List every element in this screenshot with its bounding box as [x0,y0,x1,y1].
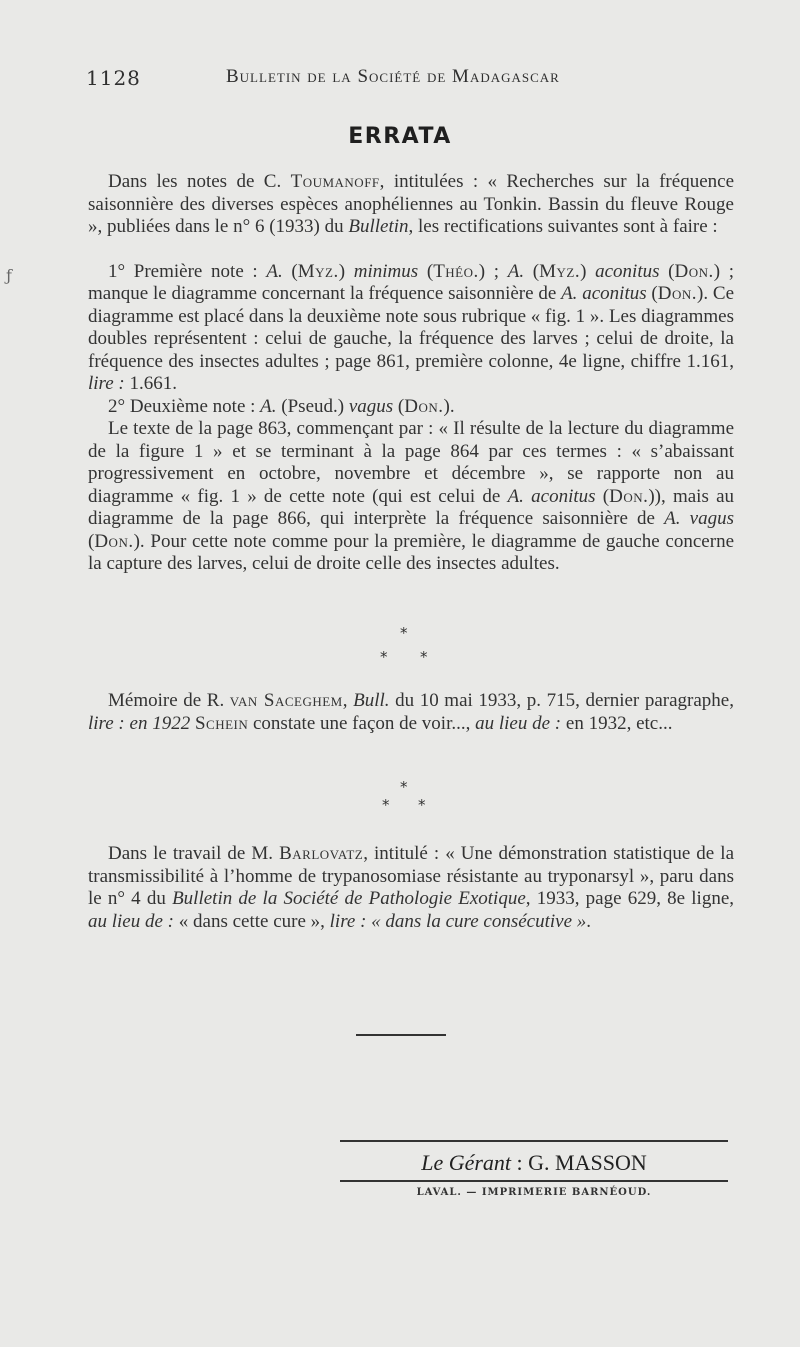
asterism-star: * [400,624,408,642]
paragraph-van-saceghem: Mémoire de R. van Saceghem, Bull. du 10 mai 1933, p. 715, dernier paragraphe, lire : en 1922 Schein constate une façon de voir..., au lieu de : en 1932, etc... [88,690,734,734]
page-number: 1128 [86,66,141,90]
running-head: Bulletin de la Société de Madagascar [226,66,560,87]
margin-mark: ƒ [6,266,12,285]
journal-title: Bulletin [348,216,409,237]
end-rule [356,1034,446,1036]
signature-name: G. MASSON [528,1150,647,1175]
asterism-star: * [420,648,428,666]
author-name: van Saceghem [229,690,343,711]
errata-section-van-saceghem [88,690,734,735]
signature-line: Le Gérant : G. MASSON [421,1150,647,1175]
journal-title: Bulletin de la Société de Pathologie Exotique [172,888,526,909]
item-page-863: Le texte de la page 863, commençant par : « Il résulte de la lecture du diagramme de la figure 1 » et se terminant à la page 864 par ces termes : « s’abaissant progressivement en octobre, novembre et décembre », se rapporte non au diagramme « fig. 1 » de cette note (qui est celui de A. aconitus (Don.)), mais au diagramme de la page 866, qui interprète la fréquence saisonnière de A. vagus (Don.). Pour cette note comme pour la première, le diagramme de gauche concerne la capture des larves, celui de droite celle des insectes adultes. [88,418,735,574]
item-first-note: 1° Première note : A. (Myz.) minimus (Théo.) ; A. (Myz.) aconitus (Don.) ; manque le diagramme concernant la fréquence saisonnière de A. aconitus (Don.). Ce diagramme est placé dans la deuxième note sous rubrique « fig. 1 ». Les diagrammes doubles représentent : celui de gauche, la fréquence des larves ; celui de droite, la fréquence des insectes adultes ; page 861, première colonne, 4e ligne, chiffre 1.161, lire : 1.661. [88,260,735,394]
intro-paragraph: Dans les notes de C. Toumanoff, intitulées : « Recherches sur la fréquence saisonnière des diverses espèces anophéliennes au Tonkin. Bassin du fleuve Rouge », publiées dans le n° 6 (1933) du Bulletin, les rectifications suivantes sont à faire : [88,171,734,237]
errata-section-barlovatz [88,843,734,933]
signature-top-rule [340,1140,728,1142]
paragraph-barlovatz: Dans le travail de M. Barlovatz, intitulé : « Une démonstration statistique de la transmissibilité à l’homme de trypanosomiase résistante au tryponarsyl », paru dans le n° 4 du Bulletin de la Société de Pathologie Exotique, 1933, page 629, 8e ligne, au lieu de : « dans cette cure », lire : « dans la cure consécutive ». [88,843,735,932]
errata-title: ERRATA [348,124,452,149]
asterism-star: * [400,778,408,796]
author-name: Barlovatz [279,843,364,864]
errata-section-toumanoff [88,171,734,576]
signature-bottom-rule [340,1180,728,1182]
asterism-star: * [418,796,426,814]
signature-label: Le Gérant [421,1150,512,1175]
author-name: Toumanoff [290,171,380,192]
item-second-note: 2° Deuxième note : A. (Pseud.) vagus (Don.). [108,395,455,417]
asterism-star: * [382,796,390,814]
printer-imprint: LAVAL. — IMPRIMERIE BARNÉOUD. [416,1187,652,1198]
asterism-star: * [380,648,388,666]
